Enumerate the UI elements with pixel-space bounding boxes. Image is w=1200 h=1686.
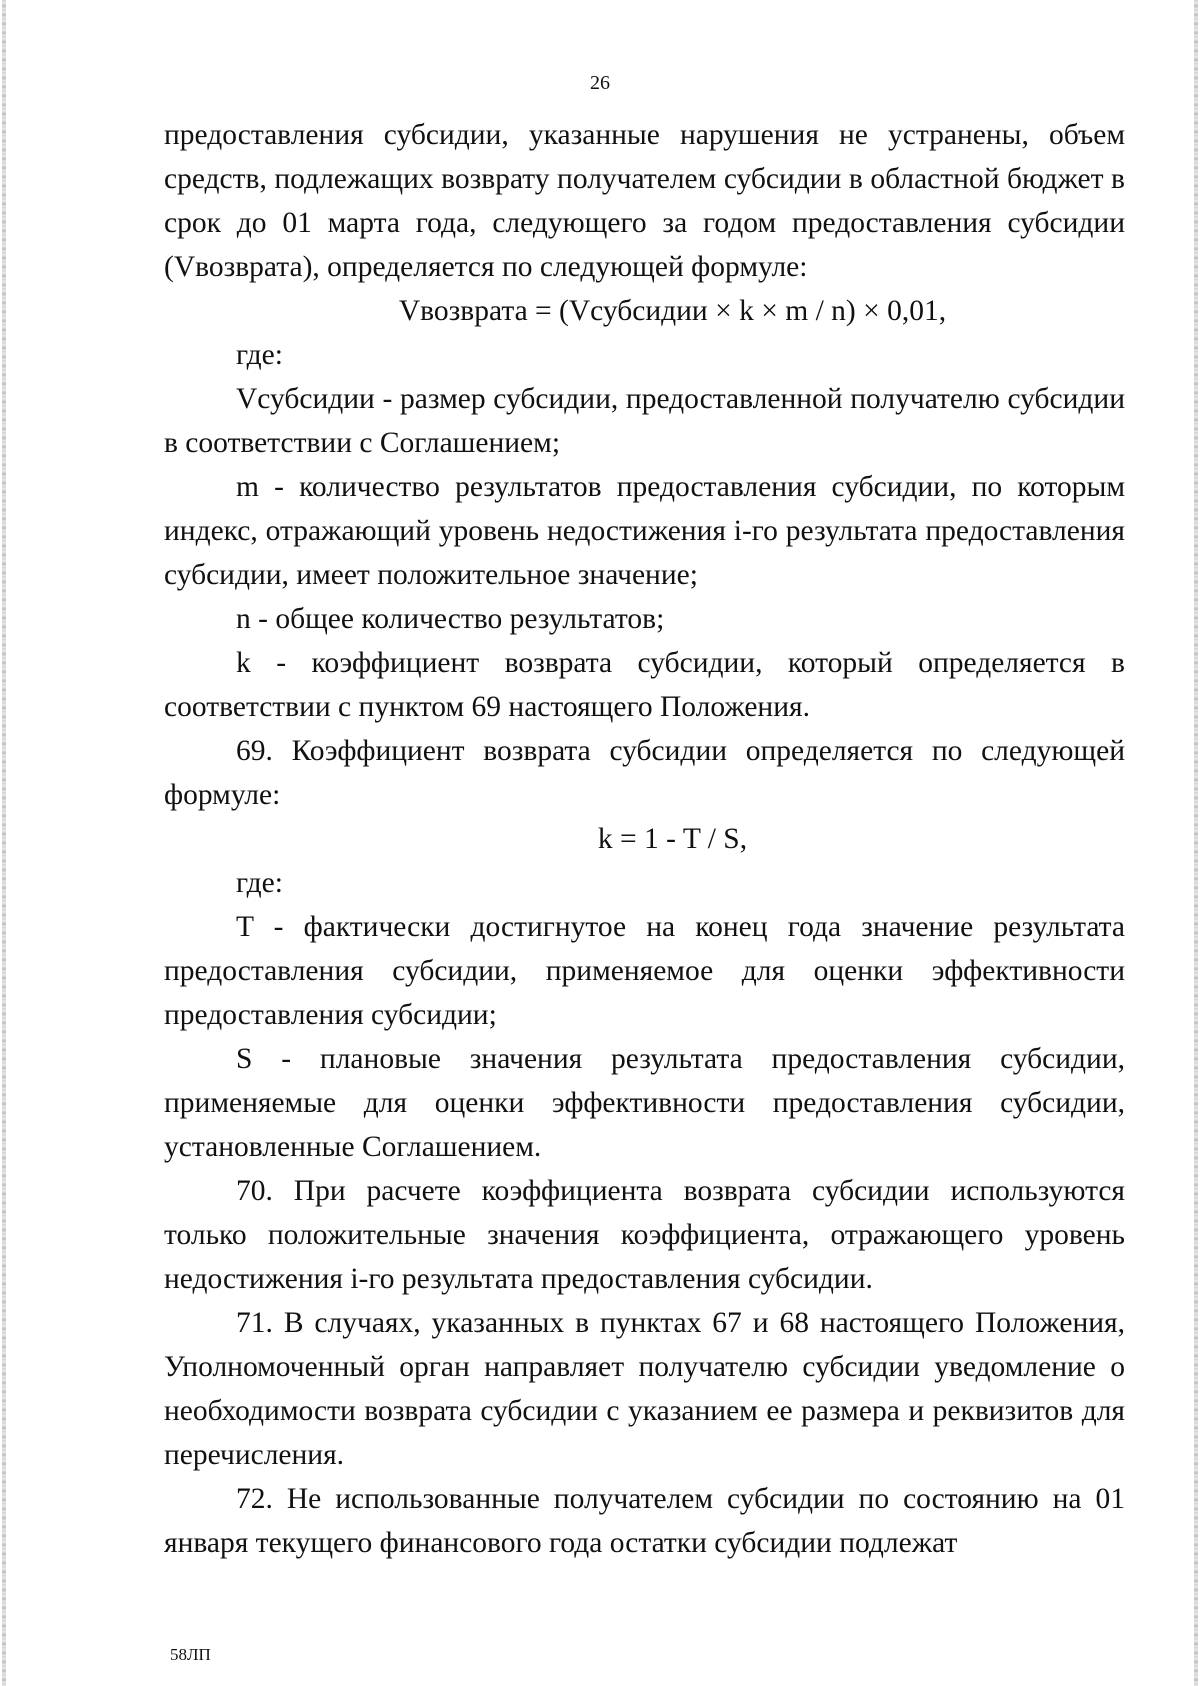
definition-s: S - плановые значения результата предоставления субсидии, применяемые для оценки эффективности предоставления субсидии, установленные Соглашением. — [164, 1043, 1125, 1163]
where-label: где: — [236, 339, 283, 371]
definition-m: m - количество результатов предоставления субсидии, по которым индекс, отражающий уровень недостижения i-го результата предоставления субсидии, имеет положительное значение; — [164, 471, 1125, 591]
scan-edge-right — [1194, 0, 1198, 1686]
definition-n: n - общее количество результатов; — [236, 603, 665, 635]
scan-edge-left — [2, 0, 6, 1686]
paragraph-70: 70. При расчете коэффициента возврата субсидии используются только положительные значения коэффициента, отражающего уровень недостижения i-го результата предоставления субсидии. — [164, 1175, 1125, 1295]
paragraph-69: 69. Коэффициент возврата субсидии определяется по следующей формуле: — [164, 735, 1125, 811]
page-number: 26 — [590, 72, 610, 94]
paragraph-72: 72. Не использованные получателем субсидии по состоянию на 01 января текущего финансового года остатки субсидии подлежат — [164, 1483, 1125, 1559]
definition-v-subsidy: Vсубсидии - размер субсидии, предоставленной получателю субсидии в соответствии с Соглашением; — [164, 383, 1125, 459]
definition-k: k - коэффициент возврата субсидии, который определяется в соответствии с пунктом 69 настоящего Положения. — [164, 647, 1125, 723]
document-code: 58ЛП — [170, 1645, 211, 1664]
paragraph-71: 71. В случаях, указанных в пунктах 67 и 68 настоящего Положения, Уполномоченный орган направляет получателю субсидии уведомление о необходимости возврата субсидии с указанием ее размера и реквизитов для перечисления. — [164, 1307, 1125, 1471]
where-label: где: — [236, 867, 283, 899]
document-body — [164, 113, 1125, 1565]
definition-t: T - фактически достигнутое на конец года значение результата предоставления субсидии, применяемое для оценки эффективности предоставления субсидии; — [164, 911, 1125, 1031]
paragraph-continuation: предоставления субсидии, указанные нарушения не устранены, объем средств, подлежащих возврату получателем субсидии в областной бюджет в срок до 01 марта года, следующего за годом предоставления субсидии (Vвозврата), определяется по следующей формуле: — [164, 119, 1125, 283]
formula-return-volume: Vвозврата = (Vсубсидии × k × m / n) × 0,01, — [398, 295, 947, 327]
formula-coefficient: k = 1 - T / S, — [597, 823, 748, 855]
